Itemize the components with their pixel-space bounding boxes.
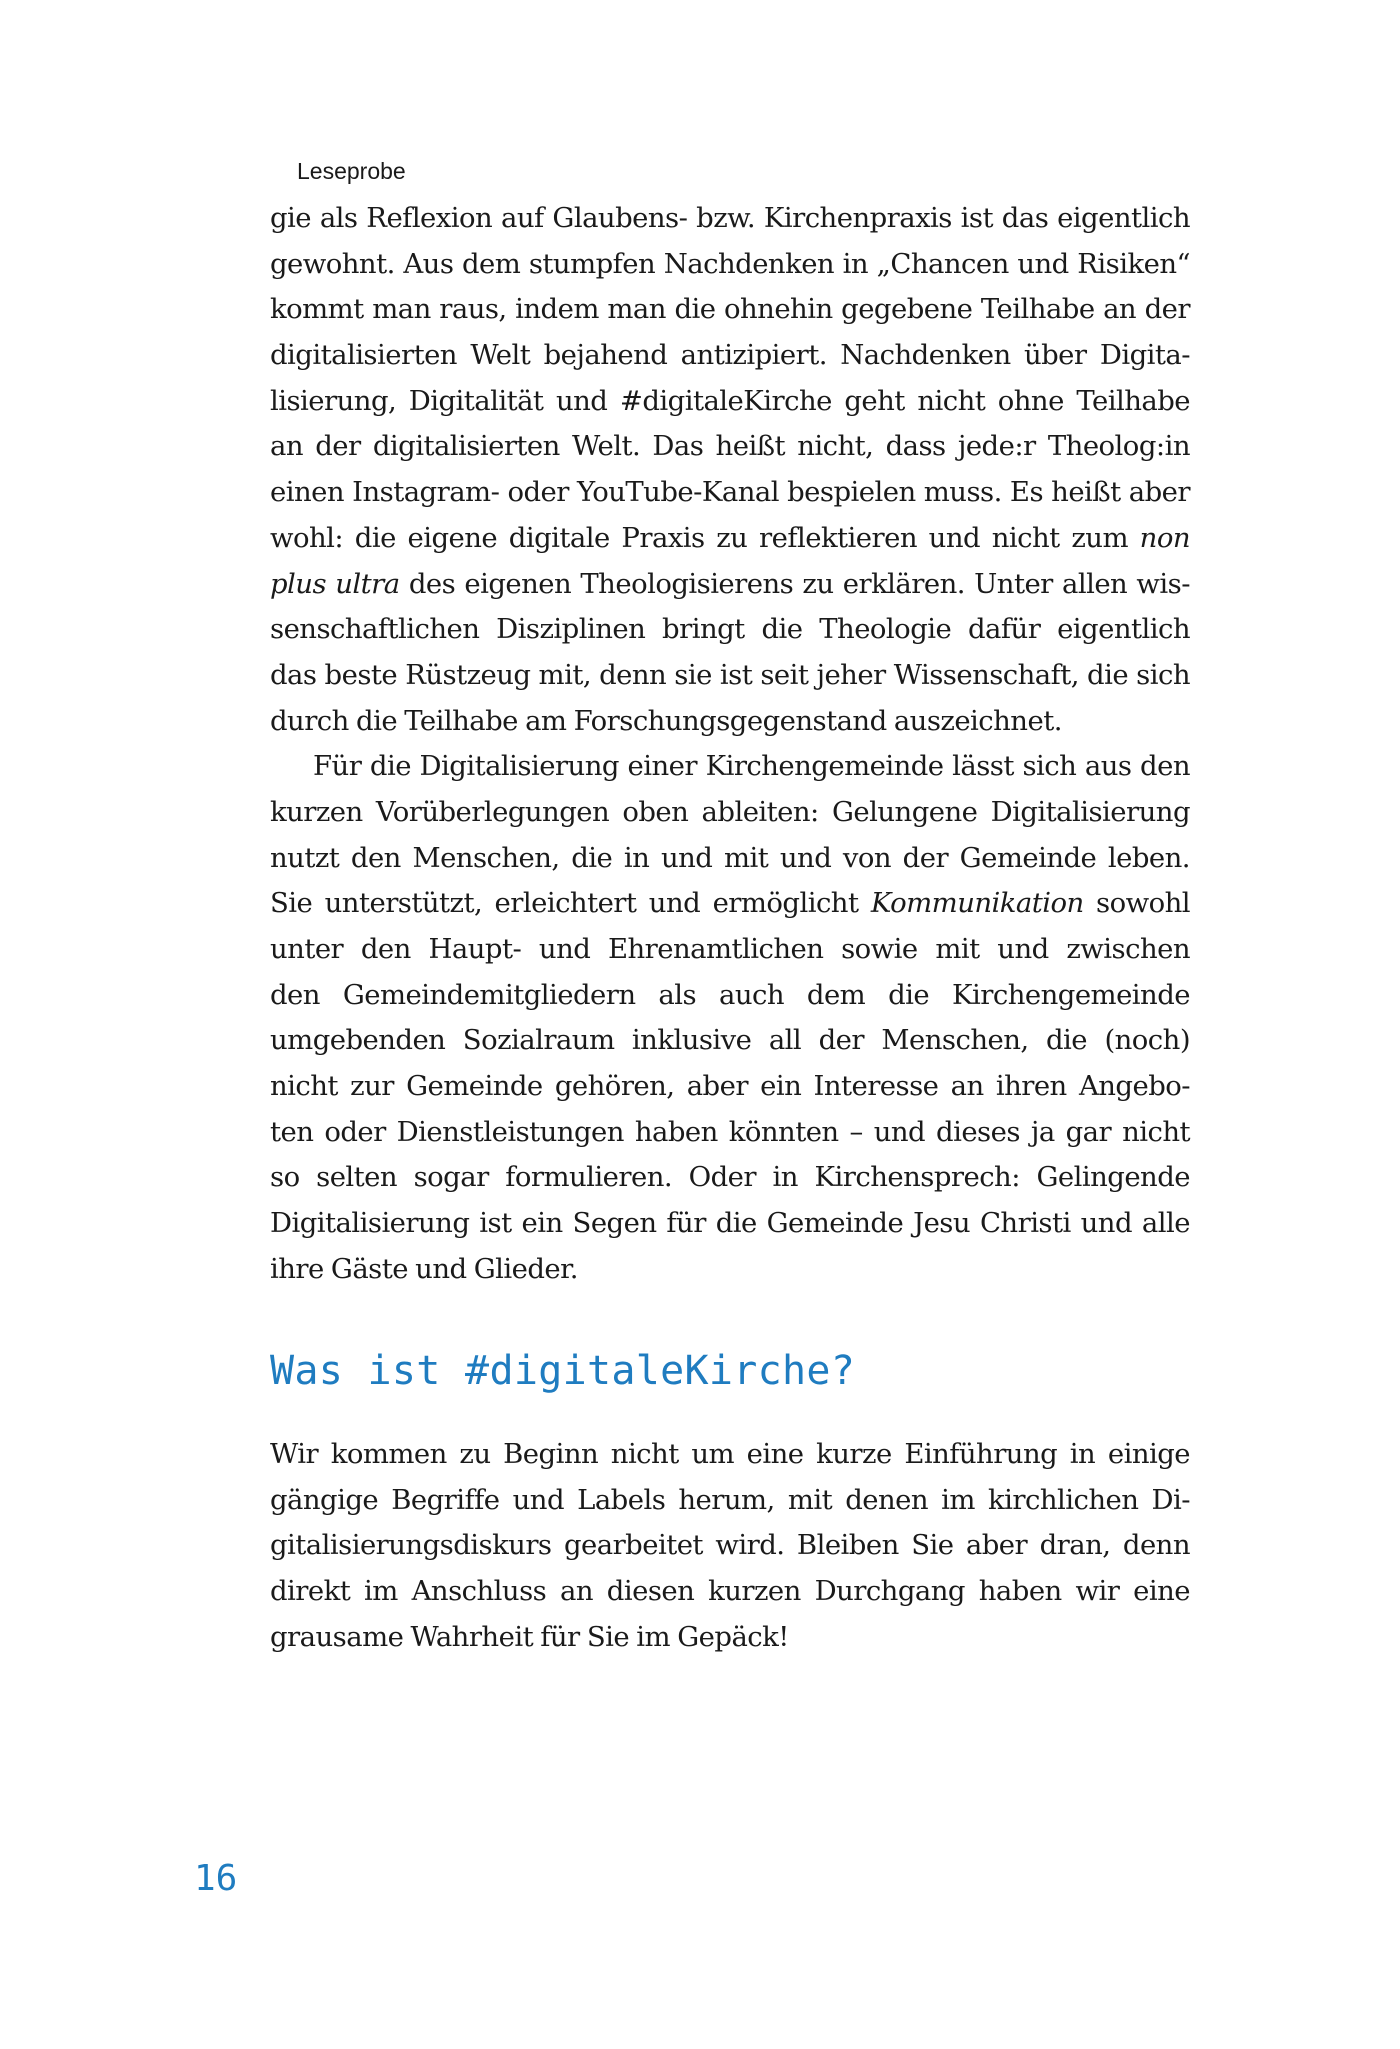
text-line: nutzt den Menschen, die in und mit und von der Gemeinde leben.: [270, 841, 1190, 874]
text-run: des eigenen Theologisierens zu erklären. Unter allen wis-: [399, 567, 1190, 600]
text-line: Für die Digitalisierung einer Kirchengemeinde lässt sich aus den: [313, 750, 1190, 783]
text-line: kurzen Vorüberlegungen oben ableiten: Gelungene Digitalisierung: [270, 795, 1190, 828]
italic-term: plus ultra: [270, 567, 400, 600]
text-line: den Gemeindemitgliedern als auch dem die Kirchengemeinde: [270, 978, 1190, 1011]
text-line: gie als Reflexion auf Glaubens- bzw. Kirchenpraxis ist das eigentlich: [270, 202, 1190, 234]
text-line: durch die Teilhabe am Forschungsgegenstand auszeichnet.: [270, 704, 1062, 737]
text-line: gitalisierungsdiskurs gearbeitet wird. Bleiben Sie aber dran, denn: [270, 1529, 1190, 1562]
text-line: ten oder Dienstleistungen haben könnten – und dieses ja gar nicht: [270, 1115, 1190, 1148]
text-line: [270, 516, 1190, 562]
text-line: an der digitalisierten Welt. Das heißt nicht, dass jede:r Theolog:in: [270, 430, 1190, 463]
text-line: unter den Haupt- und Ehrenamtlichen sowie mit und zwischen: [270, 933, 1190, 965]
text-line: nicht zur Gemeinde gehören, aber ein Interesse an ihren Angebo-: [270, 1070, 1190, 1103]
body-text-bottom: [270, 1432, 1190, 1660]
text-line: kommt man raus, indem man die ohnehin gegebene Teilhabe an der: [270, 293, 1190, 326]
running-head: Leseprobe: [297, 158, 406, 184]
text-line: lisierung, Digitalität und #digitaleKirche geht nicht ohne Teilhabe: [270, 384, 1190, 417]
text-run: wohl: die eigene digitale Praxis zu reflektieren und nicht zum: [270, 521, 1140, 554]
text-run: sowohl: [1083, 887, 1191, 920]
paragraph: [270, 744, 1190, 1292]
text-line: das beste Rüstzeug mit, denn sie ist seit jeher Wissenschaft, die sich: [270, 658, 1190, 691]
text-line: [270, 881, 1190, 927]
italic-term: Kommunikation: [870, 887, 1084, 920]
text-line: so selten sogar formulieren. Oder in Kirchensprech: Gelingende: [270, 1161, 1190, 1194]
text-line: umgebenden Sozialraum inklusive all der Menschen, die (noch): [270, 1024, 1190, 1057]
text-line: ihre Gäste und Glieder.: [270, 1252, 578, 1285]
body-text-top: [270, 196, 1190, 1293]
text-line: [270, 562, 1190, 608]
text-line: grausame Wahrheit für Sie im Gepäck!: [270, 1620, 789, 1653]
page-number: 16: [194, 1858, 238, 1899]
text-line: einen Instagram- oder YouTube-Kanal bespielen muss. Es heißt aber: [270, 476, 1190, 509]
text-line: gängige Begriffe und Labels herum, mit denen im kirchlichen Di-: [270, 1483, 1190, 1516]
text-line: digitalisierten Welt bejahend antizipiert. Nachdenken über Digita-: [270, 339, 1190, 372]
text-line: senschaftlichen Disziplinen bringt die Theologie dafür eigentlich: [270, 613, 1190, 646]
text-line: Wir kommen zu Beginn nicht um eine kurze Einführung in einige: [270, 1438, 1190, 1470]
text-run: Sie unterstützt, erleichtert und ermöglicht: [270, 887, 871, 920]
paragraph: [270, 1432, 1190, 1660]
section-heading: Was ist #digitaleKirche?: [270, 1348, 856, 1394]
italic-term: non: [1139, 521, 1190, 554]
text-line: gewohnt. Aus dem stumpfen Nachdenken in „Chancen und Risiken“: [270, 247, 1190, 280]
text-line: direkt im Anschluss an diesen kurzen Durchgang haben wir eine: [270, 1575, 1190, 1608]
paragraph: [270, 196, 1190, 744]
text-line: Digitalisierung ist ein Segen für die Gemeinde Jesu Christi und alle: [270, 1207, 1190, 1240]
